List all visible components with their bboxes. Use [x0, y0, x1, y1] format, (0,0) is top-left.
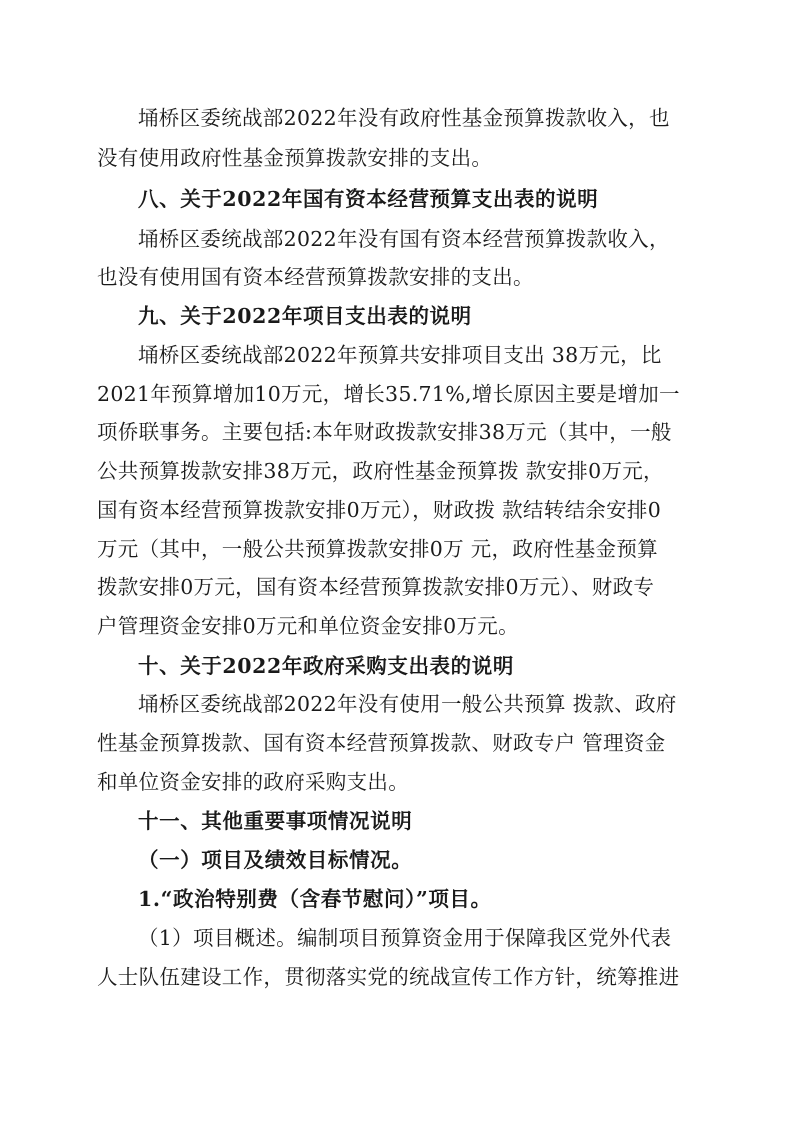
- section-heading: 十一、其他重要事项情况说明: [138, 809, 413, 833]
- paragraph-line: 埇桥区委统战部2022年没有国有资本经营预算拨款收入，: [138, 227, 670, 251]
- subsection-heading: （一）项目及绩效目标情况。: [138, 848, 413, 872]
- paragraph-line: 埇桥区委统战部2022年没有使用一般公共预算 拨款、政府: [138, 692, 677, 716]
- paragraph-line: 国有资本经营预算拨款安排0万元），财政拨 款结转结余安排0: [97, 498, 662, 522]
- paragraph-line: 埇桥区委统战部2022年没有政府性基金预算拨款收入，也: [138, 106, 670, 130]
- paragraph-line: 也没有使用国有资本经营预算拨款安排的支出。: [97, 265, 534, 289]
- section-heading: 九、关于2022年项目支出表的说明: [138, 304, 472, 328]
- project-heading: 1.“政治特别费（含春节慰问）”项目。: [138, 887, 492, 911]
- paragraph-line: 没有使用政府性基金预算拨款安排的支出。: [97, 146, 493, 170]
- paragraph-line: 万元（其中，一般公共预算拨款安排0万 元，政府性基金预算: [97, 537, 658, 561]
- paragraph-line: 项侨联事务。主要包括:本年财政拨款安排38万元（其中，一般: [97, 420, 672, 444]
- paragraph-line: 2021年预算增加10万元，增长35.71%,增长原因主要是增加一: [97, 382, 680, 406]
- paragraph-line: 户管理资金安排0万元和单位资金安排0万元。: [97, 614, 519, 638]
- paragraph-line: 人士队伍建设工作，贯彻落实党的统战宣传工作方针，统筹推进: [97, 965, 680, 989]
- section-heading: 十、关于2022年政府采购支出表的说明: [138, 654, 514, 678]
- paragraph-line: （1）项目概述。编制项目预算资金用于保障我区党外代表: [138, 926, 672, 950]
- paragraph-line: 埇桥区委统战部2022年预算共安排项目支出 38万元，比: [138, 343, 662, 367]
- paragraph-line: 拨款安排0万元，国有资本经营预算拨款安排0万元）、财政专: [97, 575, 655, 599]
- paragraph-line: 和单位资金安排的政府采购支出。: [97, 770, 409, 794]
- section-heading: 八、关于2022年国有资本经营预算支出表的说明: [138, 187, 599, 211]
- paragraph-line: 性基金预算拨款、国有资本经营预算拨款、财政专户 管理资金: [97, 731, 666, 755]
- paragraph-line: 公共预算拨款安排38万元，政府性基金预算拨 款安排0万元，: [97, 459, 664, 483]
